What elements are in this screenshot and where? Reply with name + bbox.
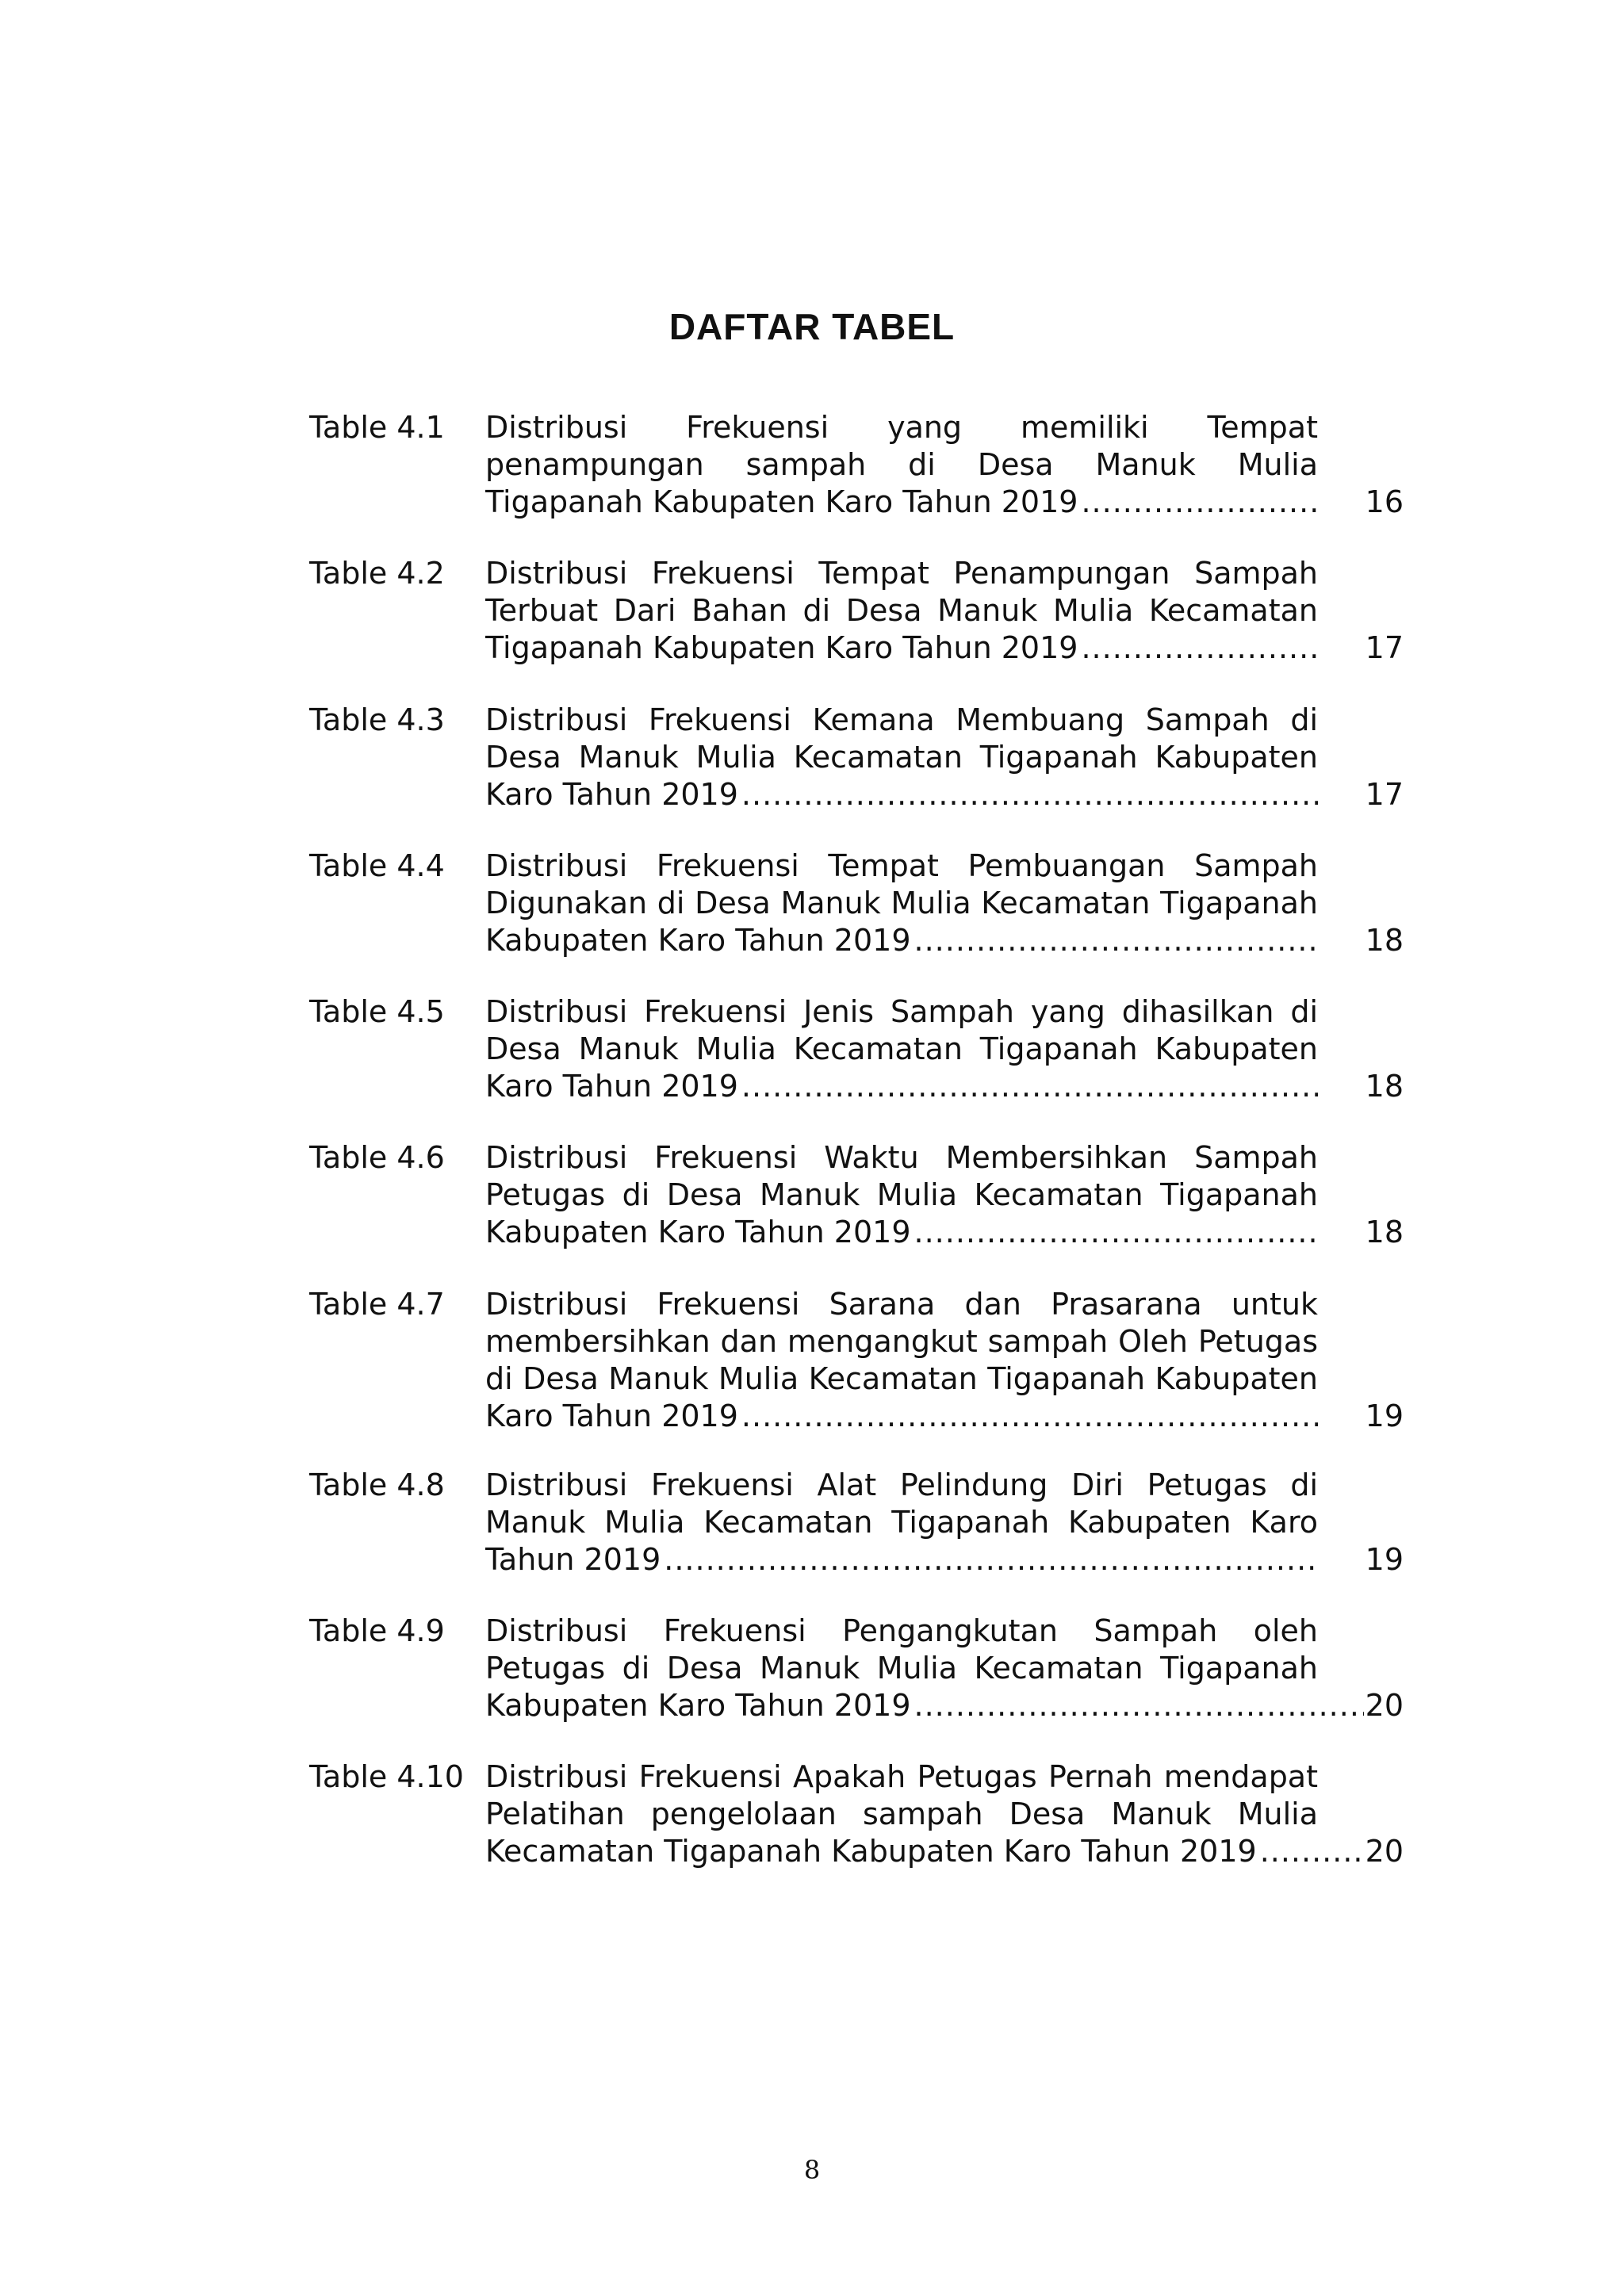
toc-entry-body [485, 1286, 1404, 1435]
toc-entry-label: Table 4.9 [309, 1613, 445, 1648]
toc-entry-label: Table 4.10 [309, 1759, 464, 1794]
toc-entry[interactable] [309, 1613, 1404, 1724]
toc-entry-body [485, 993, 1404, 1105]
dot-leader [1260, 1833, 1364, 1870]
toc-entry-page: 19 [1365, 1399, 1404, 1433]
toc-entry-body [485, 848, 1404, 959]
toc-entry-last-text: Karo Tahun 2019 [485, 1069, 738, 1104]
toc-entry[interactable] [309, 702, 1404, 813]
toc-entry[interactable] [309, 848, 1404, 959]
toc-entry-page: 19 [1365, 1542, 1404, 1577]
toc-entry[interactable] [309, 1467, 1404, 1578]
toc-entry-page: 20 [1365, 1688, 1404, 1723]
toc-entry-label: Table 4.5 [309, 994, 445, 1029]
toc-entry-body [485, 409, 1404, 521]
toc-entry-label: Table 4.3 [309, 702, 445, 737]
page-title: DAFTAR TABEL [668, 306, 956, 347]
toc-entry-page: 16 [1365, 484, 1404, 519]
toc-entry[interactable] [309, 1139, 1404, 1251]
toc-entry[interactable] [309, 1758, 1404, 1870]
toc-entry-body [485, 1613, 1404, 1724]
dot-leader [664, 1541, 1318, 1578]
toc-entry[interactable] [309, 1286, 1404, 1435]
toc-entry-line: Distribusi Frekuensi Kemana Membuang Sampah di [485, 702, 1318, 737]
toc-entry[interactable] [309, 409, 1404, 521]
toc-entry-line: Pelatihan pengelolaan sampah Desa Manuk Mulia [485, 1797, 1318, 1831]
toc-entry-body [485, 702, 1404, 813]
toc-entry-label: Table 4.4 [309, 848, 445, 883]
toc-entry[interactable] [309, 555, 1404, 667]
toc-entry-last-line [485, 922, 1404, 959]
toc-entry-label: Table 4.2 [309, 556, 445, 591]
dot-leader [914, 1214, 1319, 1251]
toc-entry-line: Distribusi Frekuensi Pengangkutan Sampah oleh [485, 1613, 1318, 1648]
toc-entry-body [485, 1139, 1404, 1251]
toc-entry-line: Distribusi Frekuensi yang memiliki Tempat [485, 410, 1318, 445]
toc-entry-line: Distribusi Frekuensi Waktu Membersihkan Sampah [485, 1140, 1318, 1175]
toc-entry-page: 18 [1365, 1215, 1404, 1249]
toc-entry-line: penampungan sampah di Desa Manuk Mulia [485, 447, 1318, 482]
toc-entry-line: Distribusi Frekuensi Tempat Penampungan Sampah [485, 556, 1318, 591]
toc-entry-label: Table 4.8 [309, 1468, 445, 1502]
dot-leader [1081, 484, 1318, 521]
toc-entry-line: Distribusi Frekuensi Apakah Petugas Pernah mendapat [485, 1759, 1318, 1794]
toc-entry-line: Distribusi Frekuensi Jenis Sampah yang dihasilkan di [485, 994, 1318, 1029]
toc-entry-line: Manuk Mulia Kecamatan Tigapanah Kabupaten Karo [485, 1505, 1318, 1540]
toc-entry-last-line [485, 1214, 1404, 1251]
toc-entry-line: Distribusi Frekuensi Alat Pelindung Diri Petugas di [485, 1468, 1318, 1502]
toc-entry-last-text: Tahun 2019 [485, 1542, 661, 1577]
toc-entry-page: 17 [1365, 777, 1404, 812]
dot-leader [914, 922, 1319, 959]
toc-entry-line: Terbuat Dari Bahan di Desa Manuk Mulia Kecamatan [485, 593, 1318, 628]
toc-entry-label: Table 4.6 [309, 1140, 445, 1175]
toc-entry-line: membersihkan dan mengangkut sampah Oleh Petugas [485, 1324, 1318, 1359]
toc-entry-last-text: Karo Tahun 2019 [485, 1399, 738, 1433]
toc-entry-last-text: Kabupaten Karo Tahun 2019 [485, 1688, 911, 1723]
toc-entry-last-text: Tigapanah Kabupaten Karo Tahun 2019 [485, 630, 1078, 665]
toc-entry-line: Desa Manuk Mulia Kecamatan Tigapanah Kabupaten [485, 740, 1318, 775]
toc-entry-last-line [485, 776, 1404, 813]
toc-entry-body [485, 1467, 1404, 1578]
toc-entry-page: 17 [1365, 630, 1404, 665]
dot-leader [741, 776, 1318, 813]
dot-leader [741, 1068, 1318, 1105]
toc-entry-last-line [485, 1068, 1404, 1105]
toc-entry-last-text: Kabupaten Karo Tahun 2019 [485, 1215, 911, 1249]
toc-entry-line: Digunakan di Desa Manuk Mulia Kecamatan Tigapanah [485, 886, 1318, 920]
toc-entry-line: Petugas di Desa Manuk Mulia Kecamatan Tigapanah [485, 1651, 1318, 1686]
toc-entry-body [485, 1758, 1404, 1870]
toc-entry-last-line [485, 629, 1404, 667]
dot-leader [741, 1398, 1318, 1435]
dot-leader [914, 1687, 1365, 1724]
toc-entry-page: 20 [1365, 1834, 1404, 1869]
toc-entry-page: 18 [1365, 923, 1404, 958]
toc-entry-label: Table 4.1 [309, 410, 445, 445]
page-number: 8 [803, 2155, 821, 2185]
toc-entry-line: Distribusi Frekuensi Tempat Pembuangan Sampah [485, 848, 1318, 883]
toc-entry-last-text: Kabupaten Karo Tahun 2019 [485, 923, 911, 958]
toc-entry-last-line [485, 484, 1404, 521]
toc-entry-last-line [485, 1687, 1404, 1724]
toc-entry-line: Desa Manuk Mulia Kecamatan Tigapanah Kabupaten [485, 1031, 1318, 1066]
toc-entry-label: Table 4.7 [309, 1287, 445, 1322]
toc-entry-body [485, 555, 1404, 667]
toc-entry-last-line [485, 1833, 1404, 1870]
toc-entry-line: Petugas di Desa Manuk Mulia Kecamatan Tigapanah [485, 1177, 1318, 1212]
toc-entry-last-text: Kecamatan Tigapanah Kabupaten Karo Tahun 2019 [485, 1834, 1257, 1869]
toc-entry-line: Distribusi Frekuensi Sarana dan Prasarana untuk [485, 1287, 1318, 1322]
dot-leader [1081, 629, 1318, 667]
toc-entry-page: 18 [1365, 1069, 1404, 1104]
toc-entry[interactable] [309, 993, 1404, 1105]
toc-entry-last-text: Tigapanah Kabupaten Karo Tahun 2019 [485, 484, 1078, 519]
toc-entry-last-text: Karo Tahun 2019 [485, 777, 738, 812]
toc-entry-last-line [485, 1541, 1404, 1578]
toc-entry-last-line [485, 1398, 1404, 1435]
toc-entry-line: di Desa Manuk Mulia Kecamatan Tigapanah Kabupaten [485, 1361, 1318, 1396]
